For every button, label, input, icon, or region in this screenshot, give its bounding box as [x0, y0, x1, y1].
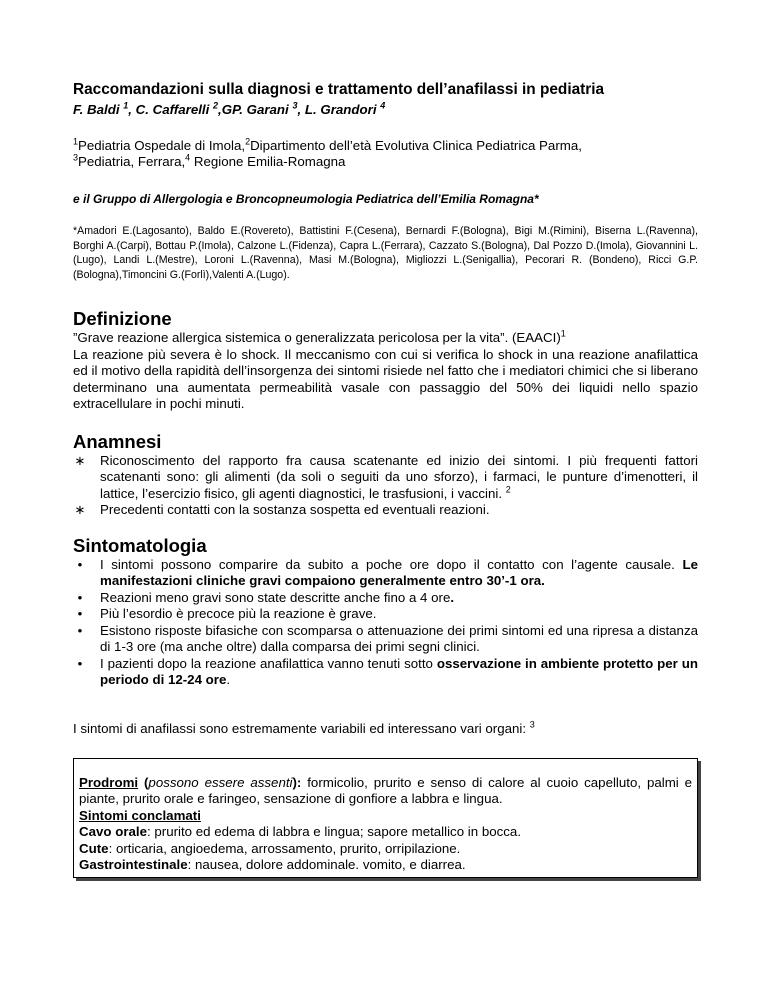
affil-sup: 1 — [73, 136, 79, 147]
affil-4: Regione Emilia-Romagna — [190, 154, 346, 169]
affiliations — [73, 138, 698, 170]
paren: ): — [292, 774, 302, 790]
author-sup: 2 — [213, 100, 219, 111]
section-heading: Anamnesi — [73, 430, 162, 452]
bullet-icon — [73, 656, 87, 673]
prodromi-label: Prodromi — [79, 774, 139, 790]
author-name: L. Grandori — [304, 102, 377, 117]
list-item — [73, 590, 698, 607]
item-text: . — [226, 672, 231, 687]
affil-sup: 3 — [73, 152, 79, 163]
author-name: C. Caffarelli — [135, 102, 210, 117]
author-list: F. Baldi $^1$, C. Caffarelli $^2$,GP. Garani $^3$, L. Grandori $^4$ — [73, 100, 386, 117]
asterisk-bullet-icon: ∗ — [74, 502, 86, 517]
section-heading: Definizione — [73, 308, 172, 329]
affil-sup: 2 — [245, 136, 251, 147]
symptoms-box — [73, 758, 698, 878]
item-bold: osservazione in ambiente protetto per un periodo di 12-24 ore — [100, 655, 698, 687]
gastro-text: : nausea, dolore addominale. vomito, e diarrea. — [187, 857, 466, 872]
cute-text: : orticaria, angioedema, arrossamento, prurito, orripilazione. — [108, 840, 461, 856]
intro-text: I sintomi di anafilassi sono estremamente variabili ed interessano vari organi: — [73, 720, 527, 736]
anamnesi-list — [73, 453, 698, 519]
asterisk-bullet-icon: ∗ — [74, 452, 86, 468]
conclamati-label: Sintomi conclamati — [79, 807, 201, 823]
affil-2: Dipartimento dell’età Evolutiva Clinica Pediatrica Parma, — [250, 138, 582, 153]
prodromi-note: possono essere assenti — [148, 774, 293, 790]
affil-1: Pediatria Ospedale di Imola, — [78, 138, 246, 153]
prodromi-text: formicolio, prurito e senso di calore al cuoio capelluto, palmi e piante, prurito orale e faringeo, sensazione di gonfiore a labbra e lingua. — [79, 774, 692, 806]
cavo-label: Cavo orale — [79, 824, 147, 839]
author-sup: 4 — [380, 100, 386, 111]
item-bold: . — [450, 589, 455, 605]
list-item — [73, 453, 698, 503]
bullet-icon — [73, 557, 87, 574]
section-sintomatologia — [73, 535, 698, 689]
cavo-orale-line — [79, 824, 692, 841]
cute-line — [79, 841, 692, 858]
author-sup: 1 — [123, 100, 129, 111]
bullet-icon — [73, 623, 87, 640]
cute-label: Cute — [79, 840, 109, 856]
list-item — [73, 502, 698, 519]
bullet-icon — [73, 590, 87, 607]
item-bold: Le manifestazioni cliniche gravi compaiono generalmente entro 30’-1 ora. — [100, 556, 698, 588]
ref-sup: 2 — [505, 484, 511, 495]
quote-text: ”Grave reazione allergica sistemica o generalizzata pericolosa per la vita”. (EAACI) — [73, 330, 561, 345]
affil-3: Pediatria, Ferrara, — [78, 154, 186, 169]
item-text: Precedenti contatti con la sostanza sospetta ed eventuali reazioni. — [100, 502, 490, 517]
paren: ( — [138, 774, 149, 790]
item-text: I pazienti dopo la reazione anafilattica vanno tenuti sotto — [100, 655, 437, 671]
gastro-line — [79, 857, 692, 874]
item-text: Reazioni meno gravi sono state descritte anche fino a 4 ore — [100, 589, 451, 605]
author-name: GP. Garani — [221, 102, 289, 117]
bullet-icon — [73, 606, 87, 623]
ref-sup: 1 — [560, 328, 566, 339]
item-text: Esistono risposte bifasiche con scomparsa o attenuazione dei primi sintomi ed una ripresa a distanza di 1-3 ore (ma anche oltre) dalla comparsa dei primi segni clinici. — [100, 622, 698, 654]
author-sup: 3 — [292, 100, 298, 111]
item-text: Più l’esordio è precoce più la reazione è grave. — [100, 606, 377, 621]
gastro-label: Gastrointestinale — [79, 857, 188, 872]
list-item — [73, 656, 698, 689]
section-anamnesi — [73, 431, 698, 519]
document-title: Raccomandazioni sulla diagnosi e trattamento dell’anafilassi in pediatria — [73, 81, 605, 98]
sintomatologia-list — [73, 557, 698, 689]
conclamati-heading — [79, 808, 692, 825]
ref-sup: 3 — [529, 719, 535, 730]
list-item — [73, 623, 698, 656]
working-group: e il Gruppo di Allergologia e Broncopneumologia Pediatrica dell’Emilia Romagna* — [73, 192, 539, 206]
list-item — [73, 606, 698, 623]
list-item — [73, 557, 698, 590]
prodromi-paragraph — [79, 775, 692, 808]
symptoms-intro — [73, 721, 698, 736]
section-heading: Sintomatologia — [73, 534, 207, 556]
document-page — [73, 80, 698, 878]
definition-text: La reazione più severa è lo shock. Il meccanismo con cui si verifica lo shock in una reazione anafilattica ed il motivo della rapidità dell’insorgenza dei sintomi risiede nel fatto che i mediatori chimici che si liberano determinano una aumentata permeabilità vasale con passaggio del 50% dei liquidi nello spazio extracellulare in pochi minuti. — [73, 346, 698, 411]
group-members: *Amadori E.(Lagosanto), Baldo E.(Rovereto), Battistini F.(Cesena), Bernardi F.(Bologna), Bigi M.(Rimini), Biserna L.(Ravenna), Borghi A.(Carpi), Bottau P.(Imola), Calzone L.(Fidenza), Capra L.(Ferrara), Cazzato S.(Bologna), Dal Pozzo D.(Imola), Giovannini L.(Lugo), Landi L.(Mestre), Loroni L.(Ravenna), Masi M.(Bologna), Migliozzi L.(Senigallia), Pecorari R. (Bondeno), Ricci G.P.(Bologna),Timoncini G.(Forlì),Valenti A.(Lugo). — [73, 225, 698, 281]
cavo-text: : prurito ed edema di labbra e lingua; sapore metallico in bocca. — [147, 824, 522, 839]
definition-quote — [73, 330, 698, 347]
item-text: I sintomi possono comparire da subito a poche ore dopo il contatto con l’agente causale. — [100, 556, 683, 572]
affil-sup: 4 — [185, 152, 191, 163]
section-definizione — [73, 308, 698, 413]
author-name: F. Baldi — [73, 102, 120, 117]
item-text: Riconoscimento del rapporto fra causa scatenante ed inizio dei sintomi. I più frequenti fattori scatenanti sono: gli alimenti (da soli o seguiti da uno sforzo), i farmaci, le punture d’imenotteri, il lattice, l’esercizio fisico, gli agenti diagnostici, le trasfusioni, i vaccini. — [100, 452, 698, 501]
